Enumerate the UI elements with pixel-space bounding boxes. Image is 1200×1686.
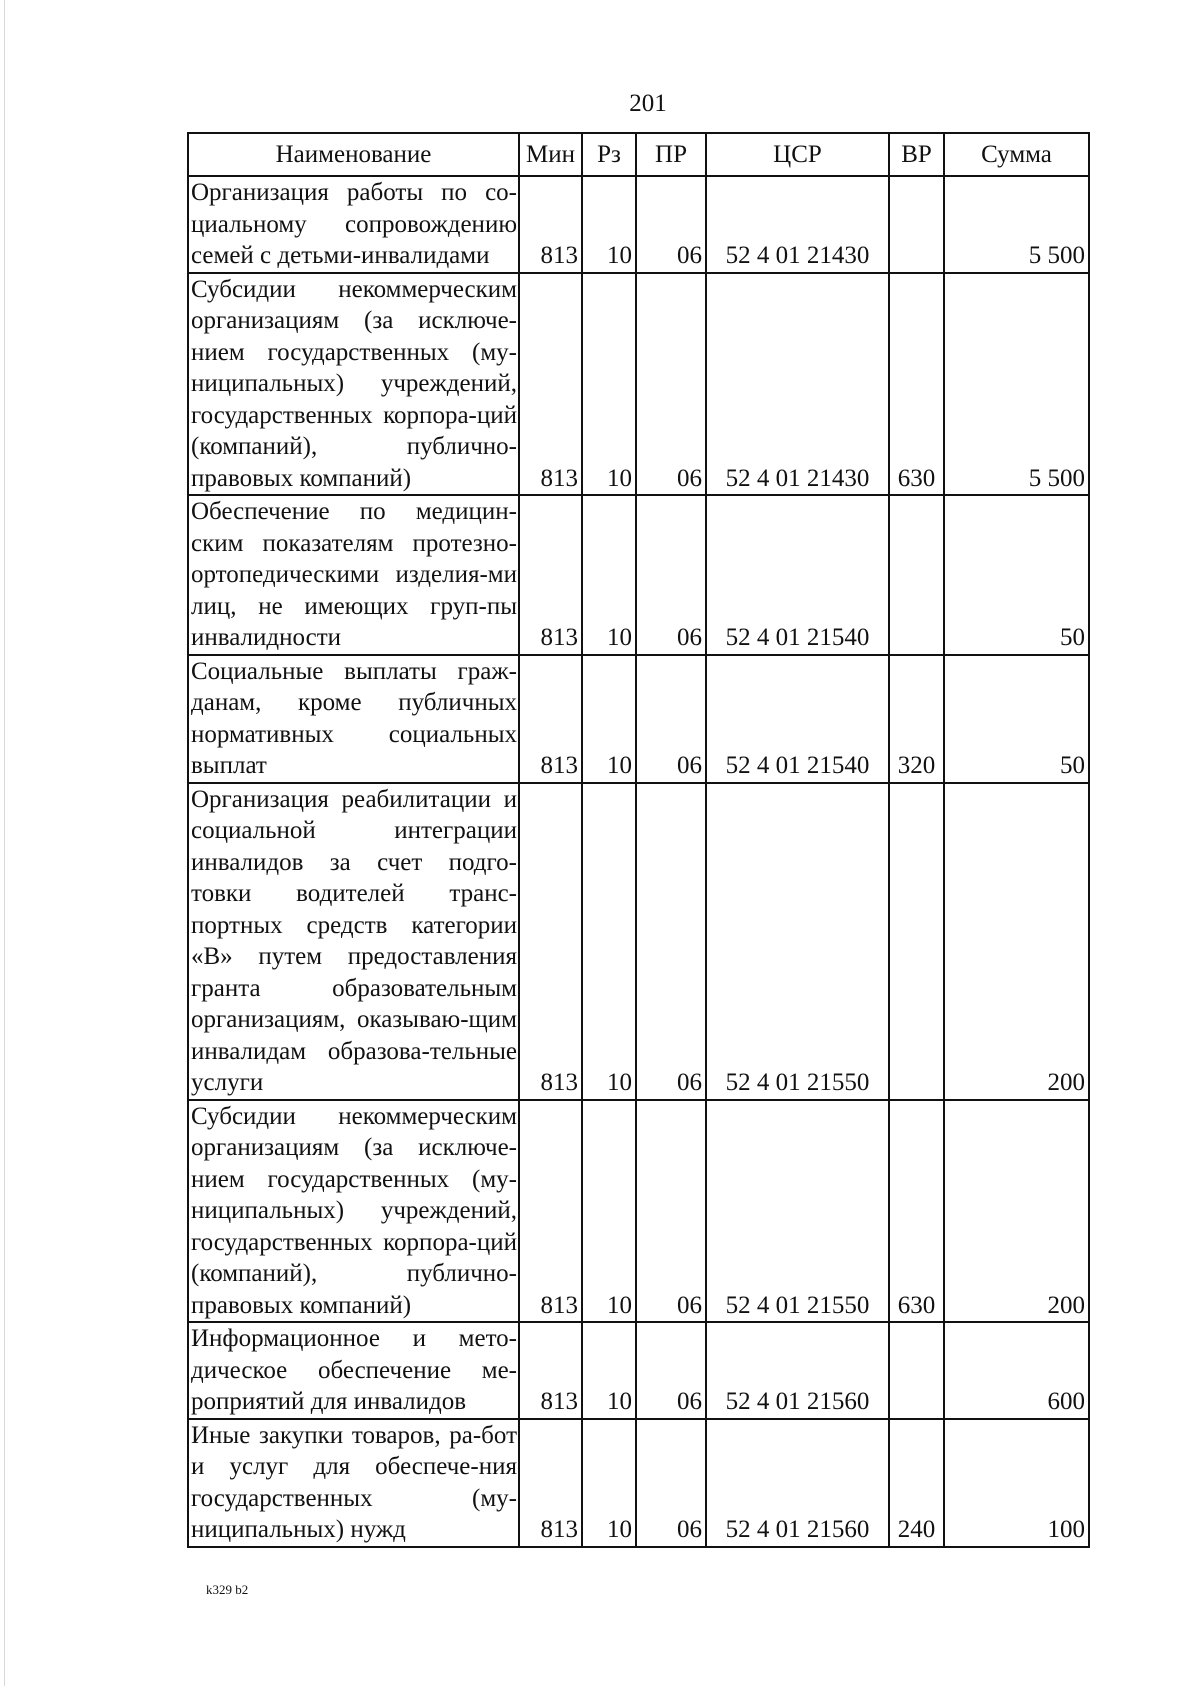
cell-sum: 50 [944, 495, 1089, 655]
cell-name: Организация работы по со-циальному сопровождению семей с детьми-инвалидами [188, 176, 519, 273]
table-row [188, 273, 1089, 496]
cell-name: Субсидии некоммерческим организациям (за исключе-нием государственных (му-ниципальных) учреждений, государственных корпора-ций (компаний), публично-правовых компаний) [188, 1100, 519, 1323]
cell-vr [889, 495, 944, 655]
cell-vr [889, 783, 944, 1100]
header-name: Наименование [188, 133, 519, 176]
table-row [188, 176, 1089, 273]
header-rz: Рз [582, 133, 636, 176]
cell-name: Социальные выплаты граж-данам, кроме публичных нормативных социальных выплат [188, 655, 519, 783]
table-row [188, 495, 1089, 655]
cell-csr: 52 4 01 21540 [706, 495, 889, 655]
table-row [188, 655, 1089, 783]
cell-pr: 06 [636, 655, 706, 783]
cell-rz: 10 [582, 273, 636, 496]
table-header-row [188, 133, 1089, 176]
table-row [188, 1322, 1089, 1419]
cell-pr: 06 [636, 1100, 706, 1323]
cell-min: 813 [519, 655, 582, 783]
cell-min: 813 [519, 1100, 582, 1323]
cell-vr: 630 [889, 1100, 944, 1323]
cell-rz: 10 [582, 655, 636, 783]
cell-pr: 06 [636, 176, 706, 273]
cell-rz: 10 [582, 495, 636, 655]
cell-vr: 630 [889, 273, 944, 496]
cell-pr: 06 [636, 1419, 706, 1547]
cell-csr: 52 4 01 21560 [706, 1419, 889, 1547]
cell-csr: 52 4 01 21430 [706, 273, 889, 496]
header-min: Мин [519, 133, 582, 176]
cell-min: 813 [519, 495, 582, 655]
cell-vr: 240 [889, 1419, 944, 1547]
cell-pr: 06 [636, 783, 706, 1100]
cell-min: 813 [519, 783, 582, 1100]
cell-name: Субсидии некоммерческим организациям (за исключе-нием государственных (му-ниципальных) учреждений, государственных корпора-ций (компаний), публично-правовых компаний) [188, 273, 519, 496]
cell-sum: 50 [944, 655, 1089, 783]
cell-rz: 10 [582, 1100, 636, 1323]
cell-csr: 52 4 01 21540 [706, 655, 889, 783]
footer-code: k329 b2 [206, 1582, 249, 1597]
cell-csr: 52 4 01 21550 [706, 783, 889, 1100]
cell-rz: 10 [582, 1322, 636, 1419]
header-csr: ЦСР [706, 133, 889, 176]
cell-vr [889, 176, 944, 273]
cell-min: 813 [519, 273, 582, 496]
header-sum: Сумма [944, 133, 1089, 176]
cell-rz: 10 [582, 1419, 636, 1547]
cell-pr: 06 [636, 1322, 706, 1419]
table-row [188, 1419, 1089, 1547]
header-pr: ПР [636, 133, 706, 176]
table-row [188, 1100, 1089, 1323]
cell-sum: 100 [944, 1419, 1089, 1547]
cell-rz: 10 [582, 783, 636, 1100]
cell-sum: 200 [944, 1100, 1089, 1323]
cell-vr: 320 [889, 655, 944, 783]
cell-csr: 52 4 01 21430 [706, 176, 889, 273]
budget-table [187, 132, 1090, 1548]
header-vr: ВР [889, 133, 944, 176]
cell-sum: 5 500 [944, 176, 1089, 273]
cell-csr: 52 4 01 21560 [706, 1322, 889, 1419]
cell-pr: 06 [636, 495, 706, 655]
cell-sum: 600 [944, 1322, 1089, 1419]
cell-name: Организация реабилитации и социальной интеграции инвалидов за счет подго-товки водителей транс-портных средств категории «В» путем предоставления гранта образовательным организациям, оказываю-щим инвалидам образова-тельные услуги [188, 783, 519, 1100]
cell-rz: 10 [582, 176, 636, 273]
cell-min: 813 [519, 1322, 582, 1419]
cell-min: 813 [519, 1419, 582, 1547]
table-row [188, 783, 1089, 1100]
page-number: 201 [629, 90, 667, 117]
cell-min: 813 [519, 176, 582, 273]
cell-vr [889, 1322, 944, 1419]
cell-name: Иные закупки товаров, ра-бот и услуг для обеспече-ния государственных (му-ниципальных) нужд [188, 1419, 519, 1547]
cell-pr: 06 [636, 273, 706, 496]
scan-edge-line [4, 0, 5, 1686]
cell-name: Обеспечение по медицин-ским показателям протезно-ортопедическими изделия-ми лиц, не имеющих груп-пы инвалидности [188, 495, 519, 655]
cell-csr: 52 4 01 21550 [706, 1100, 889, 1323]
cell-name: Информационное и мето-дическое обеспечение ме-роприятий для инвалидов [188, 1322, 519, 1419]
cell-sum: 5 500 [944, 273, 1089, 496]
cell-sum: 200 [944, 783, 1089, 1100]
